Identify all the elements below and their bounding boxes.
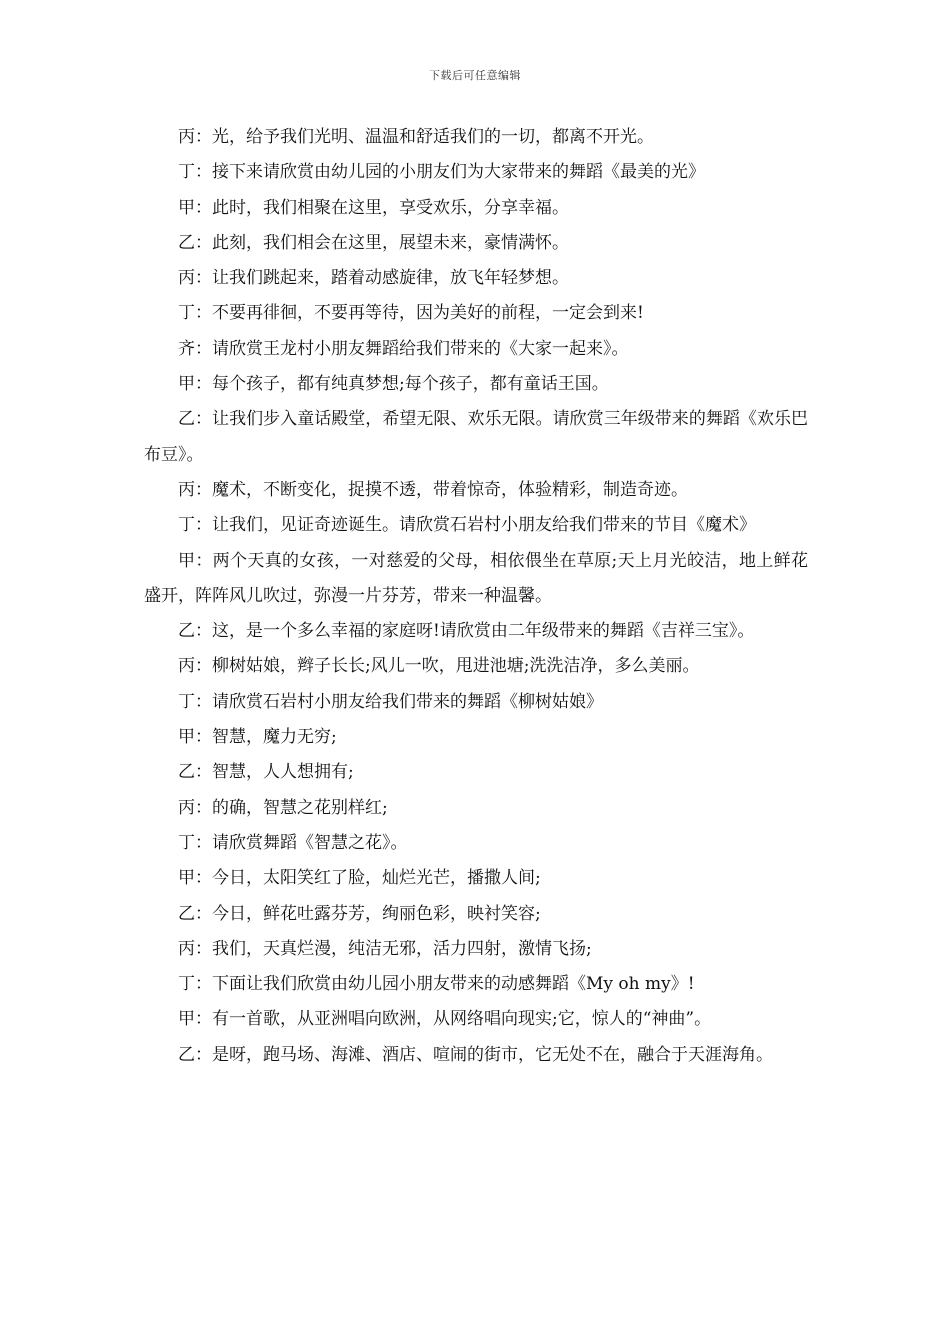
paragraph: 丁：请欣赏舞蹈《智慧之花》。 bbox=[178, 832, 408, 853]
paragraph: 乙：今日，鲜花吐露芬芳，绚丽色彩，映衬笑容; bbox=[178, 903, 541, 924]
paragraph: 丁：请欣赏石岩村小朋友给我们带来的舞蹈《柳树姑娘》 bbox=[178, 691, 603, 712]
paragraph: 丙：魔术，不断变化，捉摸不透，带着惊奇，体验精彩，制造奇迹。 bbox=[178, 479, 688, 500]
paragraph: 乙：这，是一个多么幸福的家庭呀!请欣赏由二年级带来的舞蹈《吉祥三宝》。 bbox=[178, 621, 755, 642]
paragraph: 丁：让我们，见证奇迹诞生。请欣赏石岩村小朋友给我们带来的节目《魔术》 bbox=[178, 515, 756, 536]
paragraph: 丙：光，给予我们光明、温温和舒适我们的一切，都离不开光。 bbox=[178, 127, 654, 147]
paragraph: 甲：每个孩子，都有纯真梦想;每个孩子，都有童话王国。 bbox=[178, 374, 609, 395]
paragraph: 乙：此刻，我们相会在这里，展望未来，豪情满怀。 bbox=[178, 232, 569, 253]
paragraph: 甲：两个天真的女孩，一对慈爱的父母，相依偎坐在草原;天上月光皎洁，地上鲜花盛开，阵阵风儿吹过，弥漫一片芬芳，带来一种温馨。 bbox=[144, 550, 808, 606]
paragraph: 丁：不要再徘徊，不要再等待，因为美好的前程，一定会到来! bbox=[178, 303, 644, 324]
document-body bbox=[144, 120, 808, 1073]
paragraph: 丙：的确，智慧之花别样红; bbox=[178, 797, 388, 818]
paragraph: 丙：让我们跳起来，踏着动感旋律，放飞年轻梦想。 bbox=[178, 268, 569, 289]
paragraph: 乙：是呀，跑马场、海滩、酒店、喧闹的街市，它无处不在，融合于天涯海角。 bbox=[178, 1044, 773, 1065]
header-note: 下载后可任意编辑 bbox=[429, 69, 521, 82]
paragraph: 丙：我们，天真烂漫，纯洁无邪，活力四射，激情飞扬; bbox=[178, 938, 592, 959]
paragraph: 丁：下面让我们欣赏由幼儿园小朋友带来的动感舞蹈《My oh my》! bbox=[178, 974, 695, 995]
paragraph: 齐：请欣赏王龙村小朋友舞蹈给我们带来的《大家一起来》。 bbox=[178, 338, 629, 359]
paragraph: 甲：智慧，魔力无穷; bbox=[178, 727, 337, 748]
paragraph: 乙：智慧，人人想拥有; bbox=[178, 762, 354, 783]
paragraph: 甲：今日，太阳笑红了脸，灿烂光芒，播撒人间; bbox=[178, 868, 541, 889]
paragraph: 甲：此时，我们相聚在这里，享受欢乐，分享幸福。 bbox=[178, 197, 569, 218]
paragraph: 甲：有一首歌，从亚洲唱向欧洲，从网络唱向现实;它，惊人的“神曲”。 bbox=[178, 1009, 712, 1030]
paragraph: 乙：让我们步入童话殿堂，希望无限、欢乐无限。请欣赏三年级带来的舞蹈《欢乐巴布豆》。 bbox=[144, 409, 808, 465]
paragraph: 丁：接下来请欣赏由幼儿园的小朋友们为大家带来的舞蹈《最美的光》 bbox=[178, 162, 705, 183]
paragraph: 丙：柳树姑娘，辫子长长;风儿一吹，甩进池塘;洗洗洁净，多么美丽。 bbox=[178, 656, 700, 677]
